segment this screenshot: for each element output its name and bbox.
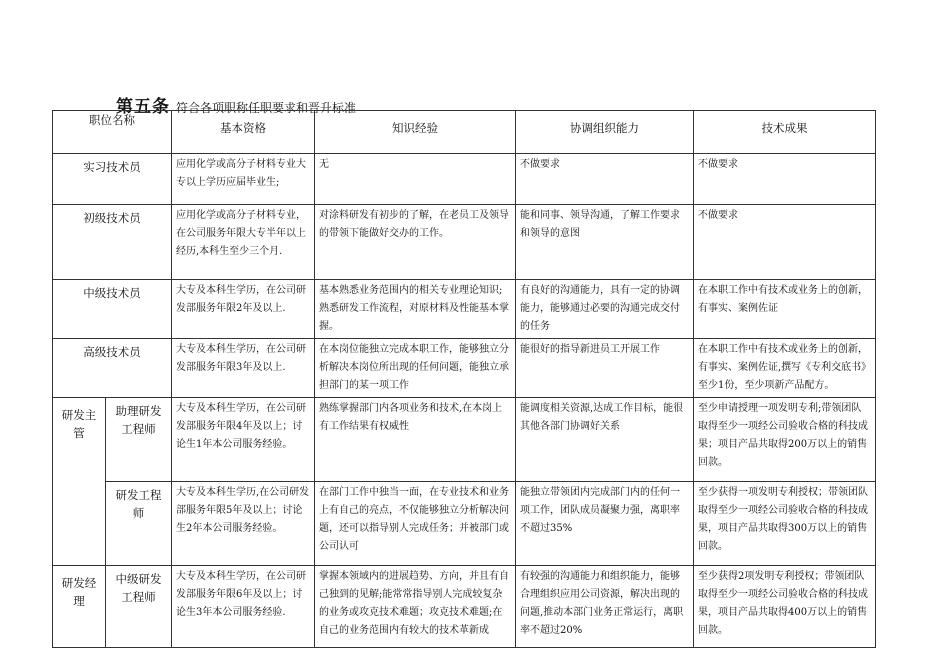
coordination-cell: 能很好的指导新进员工开展工作 [516,339,694,398]
knowledge-cell: 对涂料研发有初步的了解，在老员工及领导的带领下能做好交办的工作。 [315,205,516,280]
header-basic: 基本资格 [172,111,315,154]
position-cell: 初级技术员 [53,205,172,280]
achievement-cell: 在本职工作中有技术或业务上的创新，有事实、案例佐证 [694,280,876,339]
knowledge-cell: 掌握本领域内的进展趋势、方向，并且有自己独到的见解;能常常指导别人完成较复杂的业务或攻克技术难题；攻克技术难题;在自己的业务范围内有较大的技术革新成 [315,566,516,648]
header-knowledge: 知识经验 [315,111,516,154]
achievement-cell: 不做要求 [694,154,876,205]
header-coordination: 协调组织能力 [516,111,694,154]
position-cell: 助理研发工程师 [106,398,172,482]
article-number: 第五条 [116,97,170,117]
coordination-cell: 能和同事、领导沟通，了解工作要求和领导的意图 [516,205,694,280]
table-row [53,280,876,339]
coordination-cell: 有良好的沟通能力，具有一定的协调能力，能够通过必要的沟通完成交付的任务 [516,280,694,339]
knowledge-cell: 在部门工作中独当一面，在专业技术和业务上有自己的亮点，不仅能够独立分析解决问题，还可以指导别人完成任务；并被部门或公司认可 [315,482,516,566]
requirements-table [52,110,876,648]
article-title: 符合各项职称任职要求和晋升标准 [176,101,357,115]
table-row [53,398,876,482]
position-cell: 中级研发工程师 [106,566,172,648]
knowledge-cell: 熟练掌握部门内各项业务和技术,在本岗上有工作结果有权威性 [315,398,516,482]
basic-cell: 大专及本科生学历，在公司研发部服务年限6年及以上；讨论生3年本公司服务经验. [172,566,315,648]
basic-cell: 大专及本科生学历，在公司研发部服务年限4年及以上；讨论生1年本公司服务经验。 [172,398,315,482]
basic-cell: 大专及本科生学历，在公司研发部服务年限3年及以上. [172,339,315,398]
group-cell: 研发经理 [53,566,106,648]
table-row [53,339,876,398]
knowledge-cell: 无 [315,154,516,205]
table-header-row [53,111,876,154]
knowledge-cell: 在本岗位能独立完成本职工作，能够独立分析解决本岗位所出现的任何问题，能独立承担部门的某一项工作 [315,339,516,398]
table-row [53,205,876,280]
group-cell: 研发主管 [53,398,106,566]
basic-cell: 应用化学或高分子材料专业大专以上学历应届毕业生; [172,154,315,205]
table-row [53,154,876,205]
basic-cell: 大专及本科生学历,在公司研发部服务年限5年及以上；讨论生2年本公司服务经验。 [172,482,315,566]
achievement-cell: 在本职工作中有技术或业务上的创新，有事实、案例佐证,撰写《专利交底书》至少1份，至少项新产品配方。 [694,339,876,398]
achievement-cell: 不做要求 [694,205,876,280]
position-cell: 实习技术员 [53,154,172,205]
achievement-cell: 至少获得2项发明专利授权；带领团队取得至少一项经公司验收合格的科技成果，项目产品共取得400万以上的销售回款。 [694,566,876,648]
coordination-cell: 不做要求 [516,154,694,205]
coordination-cell: 有较强的沟通能力和组织能力，能够合理组织应用公司资源，解决出现的问题,推动本部门业务正常运行，离职率不超过20% [516,566,694,648]
table-row [53,566,876,648]
header-position: 职位名称 [53,111,172,154]
header-achievement: 技术成果 [694,111,876,154]
coordination-cell: 能独立带领团内完成部门内的任何一项工作，团队成员凝聚力强，离职率不超过35% [516,482,694,566]
position-cell: 高级技术员 [53,339,172,398]
coordination-cell: 能调度相关资源,达成工作目标，能很其他各部门协调好关系 [516,398,694,482]
table-row [53,482,876,566]
achievement-cell: 至少申请授理一项发明专利;带领团队取得至少一项经公司验收合格的科技成果；项目产品共取得200万以上的销售回款。 [694,398,876,482]
position-cell: 中级技术员 [53,280,172,339]
basic-cell: 应用化学或高分子材料专业，在公司服务年限大专半年以上经历,本科生至少三个月. [172,205,315,280]
position-cell: 研发工程师 [106,482,172,566]
achievement-cell: 至少获得一项发明专利授权；带领团队取得至少一项经公司验收合格的科技成果，项目产品共取得300万以上的销售回款。 [694,482,876,566]
basic-cell: 大专及本科生学历，在公司研发部服务年限2年及以上. [172,280,315,339]
knowledge-cell: 基本熟悉业务范围内的相关专业理论知识;熟悉研发工作流程，对原材料及性能基本掌握。 [315,280,516,339]
